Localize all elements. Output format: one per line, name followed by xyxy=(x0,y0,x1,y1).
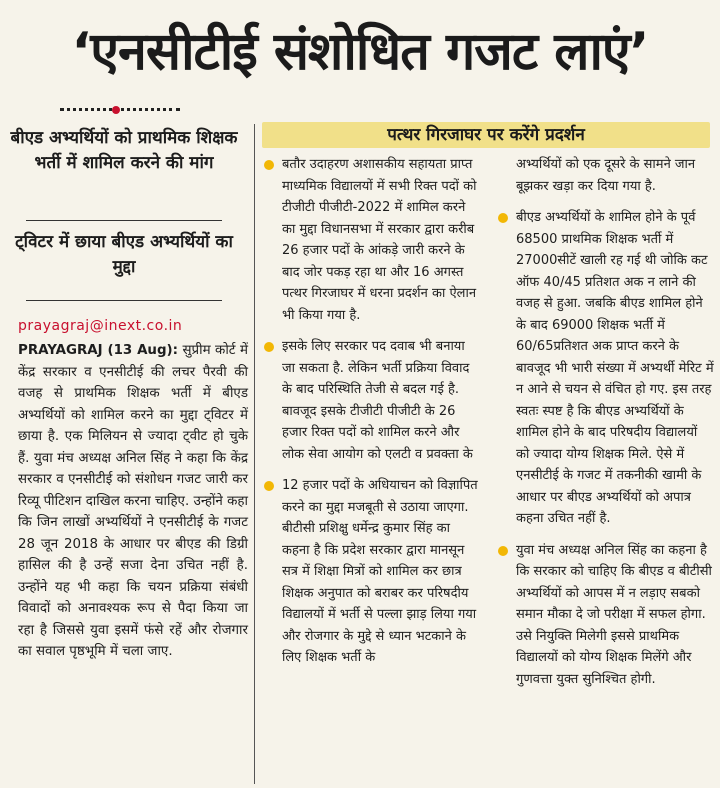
divider-dot xyxy=(112,106,120,114)
bullet-icon xyxy=(264,342,274,352)
sidebar-rule xyxy=(26,300,222,301)
paragraph-text: बीएड अभ्यर्थियों के शामिल होने के पूर्व 68500 प्राथमिक शिक्षक भर्ती में 27000सीटें खाली रह गई थी जोकि कट ऑफ 40/45 प्रतिशत अक न लाने की वजह से हुआ. जबकि बीएड शामिल होने के बाद 69000 शिक्षक भर्ती में 60/65प्रतिशत अक प्राप्त करने के बावजूद भी भारी संख्या में अभ्यर्थी मेरिट में न आने से चयन से वंचित हो गए. इस तरह स्वतः स्पष्ट है कि बीएड अभ्यर्थियों के शामिल होने के बाद परिषदीय विद्यालयों को ज्यादा योग्य शिक्षक मिले. ऐसे में एनसीटीई के गजट में तकनीकी खामी के आधार पर बीएड अभ्यर्थियों को अपात्र कहना उचित नहीं है. xyxy=(516,210,714,526)
article-body xyxy=(18,340,248,663)
paragraph-text: अभ्यर्थियों को एक दूसरे के सामने जान बूझकर खड़ा कर दिया गया है. xyxy=(516,157,696,194)
paragraph-text: युवा मंच अध्यक्ष अनिल सिंह का कहना है कि सरकार को चाहिए कि बीएड व बीटीसी अभ्यर्थियों को आपस में न लड़ाए सबको समान मौका दे जो परीक्षा में सफल होगा. उसे नियुक्ति मिलेगी इससे प्राथमिक विद्यालयों को योग्य शिक्षक मिलेंगे और गुणवत्ता युक्त सुनिश्चित होगी. xyxy=(516,542,712,687)
sidebar-rule xyxy=(26,220,222,221)
article-lead: सुप्रीम कोर्ट में केंद्र सरकार व एनसीटीई की लचर पैरवी की वजह से प्राथमिक शिक्षक भर्ती में बीएड अभ्यर्थियों को शामिल करने का मुद्दा ट्विटर में छाया है. एक मिलियन से ज्यादा ट्वीट हो चुके हैं. युवा मंच अध्यक्ष अनिल सिंह ने कहा कि केंद्र सरकार व एनसीटीई को संशोधन गजट जारी कर रिव्यू पीटिशन दाखिल करना चाहिए. उन्होंने कहा कि जिन लाखों अभ्यर्थियों ने एनसीटीई के गजट 28 जून 2018 के आधार पर बीएड की डिग्री हासिल की है उन्हें सजा देना उचित नहीं है. उन्होंने यह भी कहा कि चयन प्रक्रिया संबंधी विवादों को अनावश्यक रूप से पैदा किया जा रहा है जिससे युवा इसमें फंसे रहें और रोजगार का सवाल पृष्ठभूमि में चला जाए. xyxy=(18,343,248,659)
box-column-1 xyxy=(262,154,480,679)
paragraph-text: 12 हजार पदों के अधियाचन को विज्ञापित करने का मुद्दा मजबूती से उठाया जाएगा. बीटीसी प्रशिक्षु धर्मेन्द्र कुमार सिंह का कहना है कि प्रदेश सरकार द्वारा मानसून सत्र में शिक्षा मित्रों को शामिल कर छात्र शिक्षक अनुपात को बराबर कर परिषदीय विद्यालयों में भर्ती से पल्ला झाड़ लिया गया और रोजगार के मुद्दे से ध्यान भटकाने के लिए शिक्षक भर्ती के xyxy=(282,478,478,665)
box-paragraph xyxy=(262,154,480,326)
sidebar-heading-2: ट्विटर में छाया बीएड अभ्यर्थियों का मुद्दा xyxy=(15,232,233,277)
box-column-2 xyxy=(496,154,714,700)
bullet-icon xyxy=(498,213,508,223)
box-paragraph xyxy=(262,475,480,669)
box-paragraph xyxy=(496,540,714,691)
bullet-icon xyxy=(498,546,508,556)
bullet-icon xyxy=(264,160,274,170)
dateline: PRAYAGRAJ (13 Aug): xyxy=(18,343,179,358)
column-rule xyxy=(254,124,255,784)
decorative-divider xyxy=(60,108,180,117)
box-paragraph xyxy=(496,207,714,530)
sidebar-heading-1: बीएड अभ्यर्थियों को प्राथमिक शिक्षक भर्ती में शामिल करने की मांग xyxy=(10,128,238,173)
headline: ‘एनसीटीई संशोधित गजट लाएं’ xyxy=(71,22,649,82)
box-paragraph xyxy=(262,336,480,465)
paragraph-text: बतौर उदाहरण अशासकीय सहायता प्राप्त माध्यमिक विद्यालयों में सभी रिक्त पदों को टीजीटी पीजीटी-2022 में शामिल करने का मुद्दा विधानसभा में सरकार द्वारा करीब 26 हजार पदों के आंकड़े जारी करने के बाद जोर पकड़ रहा था और 16 अगस्त पत्थर गिरजाघर में धरना प्रदर्शन का ऐलान भी किया गया है. xyxy=(282,157,477,323)
box-paragraph-continued xyxy=(496,154,714,197)
box-title: पत्थर गिरजाघर पर करेंगे प्रदर्शन xyxy=(262,122,710,148)
reporter-email: prayagraj@inext.co.in xyxy=(18,318,183,334)
paragraph-text: इसके लिए सरकार पद दवाब भी बनाया जा सकता है. लेकिन भर्ती प्रक्रिया विवाद के बाद परिस्थिति तेजी से बदल गई है. बावजूद इसके टीजीटी पीजीटी के 26 हजार रिक्त पदों को शामिल करने और लोक सेवा आयोग को एलटी व प्रवक्ता के xyxy=(282,339,473,462)
bullet-icon xyxy=(264,481,274,491)
